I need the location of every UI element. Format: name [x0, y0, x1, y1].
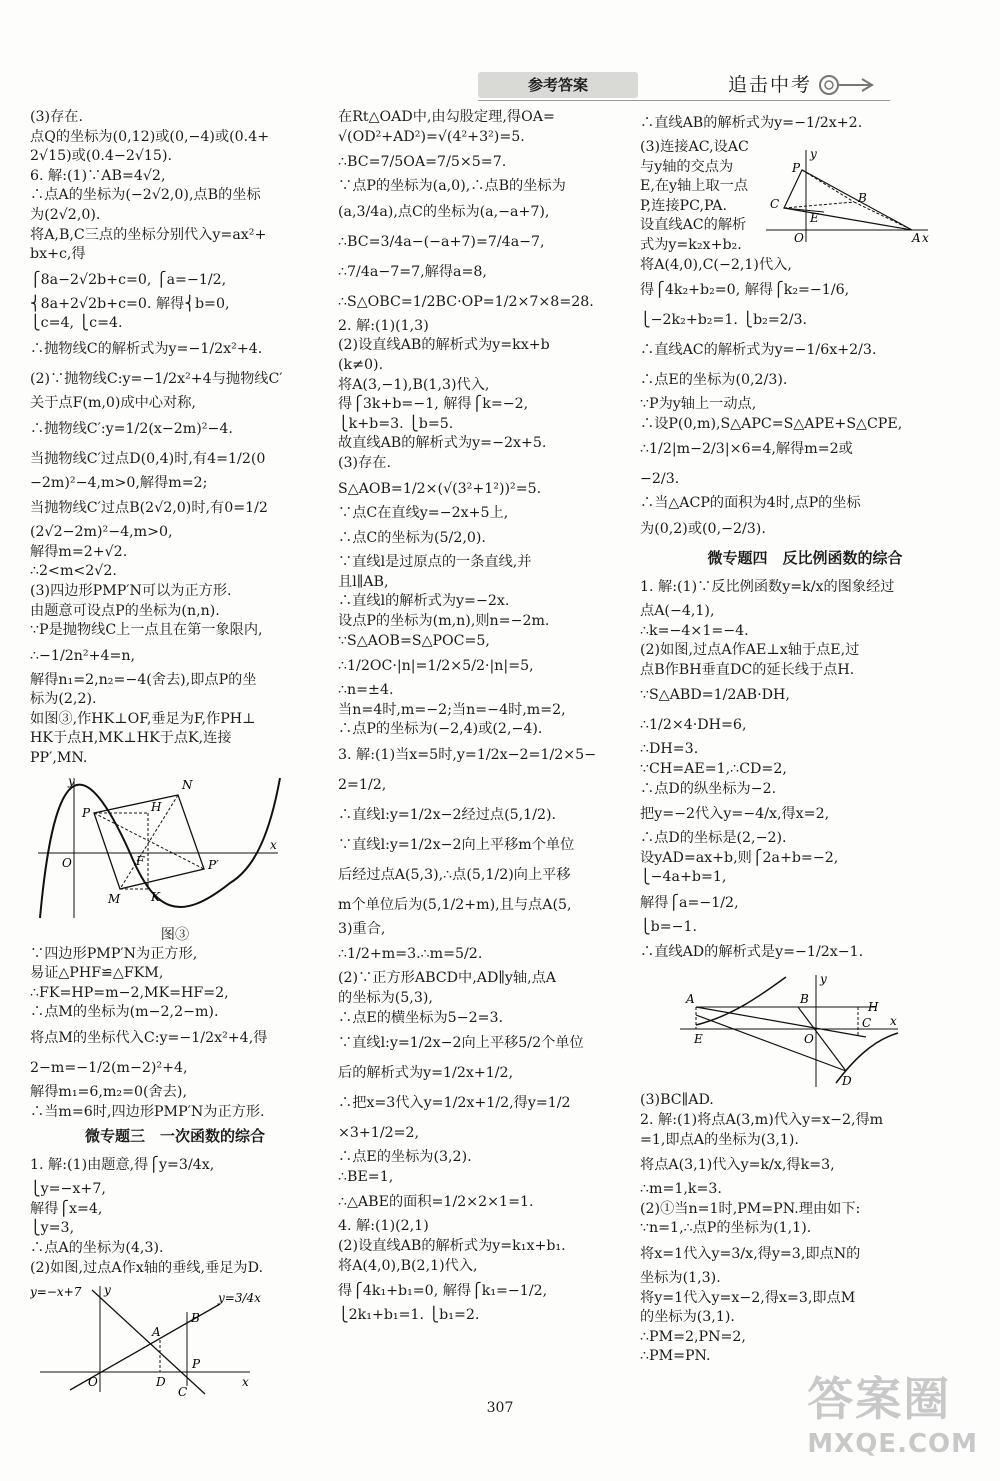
text-line: ⎩2k₁+b₁=1. ⎩b₁=2. [338, 1307, 480, 1324]
text-line: ∴m=1,k=3. [640, 1181, 722, 1198]
text-line: (2)如图,过点A作x轴的垂线,垂足为D. [30, 1259, 263, 1276]
text-line: ∴k=−4×1=−4. [640, 622, 749, 639]
fig3-label-h: H [151, 799, 162, 814]
text-line: (2√2−2m)²−4,m>0, [30, 524, 173, 541]
text-line: 解得⎧a=−1/2, [640, 894, 739, 911]
text-line: 后的解析式为y=1/2x+1/2, [338, 1065, 514, 1082]
text-line: ∴直线l的解析式为y=−2x. [338, 593, 510, 610]
text-line: 当n=4时,m=−2;当n=−4时,m=2, [338, 701, 566, 718]
text-line: 把y=−2代入y=−4/x,得x=2, [640, 806, 830, 823]
text-line: 将y=1代入y=x−2,得x=3,即点M [640, 1289, 856, 1306]
text-line: 得⎧4k₁+b₁=0, 解得⎧k₁=−1/2, [338, 1283, 548, 1300]
text-line: ⎩k+b=3. ⎩b=5. [338, 415, 454, 432]
text-line: ∴点A的坐标为(4,3). [30, 1240, 164, 1256]
text-line: 解得m₁=6,m₂=0(舍去), [30, 1084, 187, 1101]
text-line: 且l∥AB, [338, 573, 389, 590]
text-line: ⎨8a+2√2b+c=0. 解得⎨b=0, [30, 295, 230, 312]
text-line: 当抛物线C′过点D(0,4)时,有4=1/2(0 [30, 450, 266, 467]
fig-line-label-l2: y=3/4x [218, 1291, 261, 1306]
text-line: ∴点C的坐标为(5/2,0). [338, 530, 486, 547]
text-line: ∴直线AB的解析式为y=−1/2x+2. [640, 115, 863, 131]
fig-tri-label-c: C [770, 197, 780, 211]
text-line: ⎧8a−2√2b+c=0, ⎧a=−1/2, [30, 271, 227, 288]
text-line: 4. 解:(1)(2,1) [338, 1218, 429, 1235]
fig3-label-f: F [136, 853, 145, 868]
text-line: =1,即点A的坐标为(3,1). [640, 1131, 799, 1148]
text-line: ∴直线AC的解析式为y=−1/6x+2/3. [640, 342, 877, 359]
text-line: ∴BC=7/5OA=7/5×5=7. [338, 154, 507, 171]
fig3-label-y: y [68, 773, 75, 788]
text-line: 点A(−4,1), [640, 602, 715, 619]
text-line: ∴PM=2,PN=2, [640, 1328, 746, 1345]
text-line: (2)如图,过点A作AE⊥x轴于点E,过 [640, 642, 860, 659]
text-line: ∵n=1,∴点P的坐标为(1,1). [640, 1220, 812, 1237]
text-line: ∵直线l是过原点的一条直线,并 [338, 554, 532, 571]
answer-block [640, 1091, 970, 1367]
text-line: ∵直线l:y=1/2x−2向上平移m个单位 [338, 836, 575, 853]
text-line: ⎩−4a+b=1, [640, 869, 727, 886]
fig3-label-pprime: P′ [208, 857, 219, 872]
text-line: −2/3. [640, 471, 680, 488]
text-line: ∴−1/2n²+4=n, [30, 647, 136, 664]
text-line: PP′,MN. [30, 750, 88, 767]
text-line: ∵点C在直线y=−2x+5上, [338, 504, 509, 521]
text-line: ∴抛物线C′:y=1/2(x−2m)²−4. [30, 420, 233, 437]
text-line: ∵四边形PMP′N为正方形, [30, 945, 198, 962]
text-line: 易证△PHF≌△FKM, [30, 965, 164, 982]
text-line: 6. 解:(1)∵AB=4√2, [30, 167, 166, 184]
answer-block [30, 945, 320, 1123]
text-line: 3. 解:(1)当x=5时,y=1/2x−2=1/2×5− [338, 746, 597, 763]
text-line: 坐标为(1,3). [640, 1270, 721, 1287]
fig-line-label-o: O [88, 1375, 98, 1390]
text-line: ∴点D的纵坐标为−2. [640, 780, 777, 797]
text-line: ×3+1/2=2, [338, 1125, 420, 1142]
text-line: 2. 解:(1)将点A(3,m)代入y=x−2,得m [640, 1112, 884, 1129]
fig-rec-label-x: x [890, 1014, 897, 1029]
text-line: 的坐标为(3,1). [640, 1309, 735, 1326]
column-left [30, 108, 320, 1402]
text-line: 设直线AC的解析 [640, 217, 747, 234]
answer-block [30, 1150, 320, 1278]
text-line: HK于点H,MK⊥HK于点K,连接 [30, 730, 232, 747]
fig-rec-label-h: H [868, 1000, 879, 1015]
series-logo-icon [818, 74, 878, 96]
text-line: (3)存在. [338, 454, 391, 471]
text-line: ∴7/4a−7=7,解得a=8, [338, 263, 487, 280]
fig-line-label-b: B [191, 1311, 200, 1326]
text-line: P,连接PC,PA. [640, 197, 727, 214]
text-line: 为(0,2)或(0,−2/3). [640, 520, 766, 537]
text-line: 2−m=−1/2(m−2)²+4, [30, 1060, 188, 1077]
text-line: (a,3/4a),点C的坐标为(a,−a+7), [338, 203, 550, 220]
fig-line-label-c: C [178, 1385, 188, 1400]
text-line: 设yAD=ax+b,则⎧2a+b=−2, [640, 849, 839, 866]
fig-tri-label-y: y [810, 147, 817, 161]
text-line: (2)设直线AB的解析式为y=kx+b [338, 337, 550, 354]
text-line: 将x=1代入y=3/x,得y=3,即点N的 [640, 1246, 861, 1263]
text-line: 关于点F(m,0)成中心对称, [30, 394, 196, 411]
text-line: ∵CH=AE=1,∴CD=2, [640, 760, 787, 777]
text-line: ∴1/2OC·|n|=1/2×5/2·|n|=5, [338, 658, 534, 675]
text-line: ⎩y=3, [30, 1220, 75, 1237]
text-line: 解得⎧x=4, [30, 1200, 103, 1217]
watermark-url: MXQE.COM [807, 1429, 978, 1459]
text-line: ∴把x=3代入y=1/2x+1/2,得y=1/2 [338, 1095, 571, 1112]
text-line: 式为y=k₂x+b₂. [640, 236, 742, 253]
text-line: 3)重合, [338, 920, 386, 937]
fig-rec-label-a: A [686, 992, 695, 1007]
text-line: 在Rt△OAD中,由勾股定理,得OA= [338, 109, 555, 125]
fig-rec-label-c: C [862, 1016, 872, 1031]
text-line: E,在y轴上取一点 [640, 178, 749, 195]
fig3-label-n: N [182, 777, 193, 792]
text-line: ∴点A的坐标为(−2√2,0),点B的坐标 [30, 187, 261, 204]
text-line: ∵点P的坐标为(a,0),∴点B的坐标为 [338, 178, 566, 195]
text-line: ∴1/2|m−2/3|×6=4,解得m=2或 [640, 441, 853, 458]
text-line: 2=1/2, [338, 776, 387, 793]
fig3-label-k: K [151, 889, 160, 904]
answer-block [30, 108, 320, 769]
text-line: 当抛物线C′过点B(2√2,0)时,有0=1/2 [30, 500, 268, 517]
text-line: (3)连接AC,设AC [640, 139, 749, 155]
text-line: 后经过点A(5,3),∴点(5,1/2)向上平移 [338, 866, 571, 883]
fig-line-label-a: A [152, 1325, 161, 1340]
text-line: 2. 解:(1)(1,3) [338, 317, 429, 334]
text-line: ∴点M的坐标为(m−2,2−m). [30, 1004, 219, 1021]
text-line: ∴抛物线C的解析式为y=−1/2x²+4. [30, 340, 263, 357]
page-number: 307 [486, 1400, 514, 1416]
text-line: 1. 解:(1)由题意,得⎧y=3/4x, [30, 1157, 215, 1174]
text-line: ∴点E的坐标为(0,2/3). [640, 372, 788, 389]
fig-line-label-y: y [104, 1283, 111, 1298]
fig-line-label-d: D [156, 1375, 166, 1390]
text-line: 将A(3,−1),B(1,3)代入, [338, 376, 490, 393]
text-line: ∴PM=PN. [640, 1348, 711, 1365]
fig-rec-label-y: y [820, 972, 827, 987]
text-line: (3)四边形PMP′N可以为正方形. [30, 582, 232, 599]
header-rule [478, 100, 890, 101]
text-line: 解得n₁=2,n₂=−4(舍去),即点P的坐 [30, 671, 257, 688]
text-line: ∴当△ACP的面积为4时,点P的坐标 [640, 495, 861, 512]
text-line: (2)∵正方形ABCD中,AD∥y轴,点A [338, 970, 557, 987]
text-line: ⎩c=4, ⎩c=4. [30, 315, 123, 332]
fig-rec-label-e: E [694, 1032, 703, 1047]
text-line: (2)①当n=1时,PM=PN.理由如下: [640, 1200, 861, 1217]
section-heading-4: 微专题四 反比例函数的综合 [707, 548, 903, 567]
fig-rec-label-o: O [804, 1032, 814, 1047]
text-line: ∴点P的坐标为(−2,4)或(2,−4). [338, 721, 543, 738]
text-line: 得⎧4k₂+b₂=0, 解得⎧k₂=−1/6, [640, 282, 850, 299]
text-line: S△AOB=1/2×(√(3²+1²))²=5. [338, 480, 542, 497]
text-line: 点B作BH垂直DC的延长线于点H. [640, 661, 855, 678]
fig-line-label-l1: y=−x+7 [30, 1285, 82, 1300]
text-line: bx+c,得 [30, 246, 86, 263]
text-line: ∴FK=HP=m−2,MK=HF=2, [30, 984, 229, 1001]
series-title: 追击中考 [728, 74, 813, 96]
text-line: ∵S△ABD=1/2AB·DH, [640, 687, 790, 704]
fig3-label-p: P [82, 805, 91, 820]
text-line: (3)BC∥AD. [640, 1092, 714, 1109]
text-line: ⎩−2k₂+b₂=1. ⎩b₂=2/3. [640, 312, 808, 329]
figure-triangle-acp [762, 146, 932, 246]
text-line: ∴点E的坐标为(3,2). [338, 1149, 472, 1166]
text-line: ∴点E的横坐标为5−2=3. [338, 1009, 504, 1026]
running-header [478, 72, 890, 98]
text-line: 的坐标为(5,3), [338, 990, 433, 1007]
text-line: ∵P为y轴上一动点, [640, 396, 757, 413]
text-line: (3)存在. [30, 109, 83, 125]
fig3-label-x: x [270, 837, 277, 852]
text-line: 由题意可设点P的坐标为(n,n). [30, 602, 220, 619]
text-line: ∴S△OBC=1/2BC·OP=1/2×7×8=28. [338, 293, 594, 310]
fig-line-label-x: x [242, 1375, 249, 1390]
figure-linear-functions [30, 1282, 290, 1400]
text-line: ∴2<m<2√2. [30, 563, 117, 580]
text-line: 设点P的坐标为(m,n),则n=−2m. [338, 612, 550, 629]
column-right [640, 108, 970, 1367]
text-line: 将A,B,C三点的坐标分别代入y=ax²+ [30, 226, 267, 243]
text-line: −2m)²−4,m>0,解得m=2; [30, 474, 208, 491]
fig-tri-label-b: B [858, 191, 867, 205]
text-line: ∴1/2+m=3.∴m=5/2. [338, 946, 483, 963]
text-line: ∴当m=6时,四边形PMP′N为正方形. [30, 1103, 265, 1120]
text-line: (2)设直线AB的解析式为y=k₁x+b₁. [338, 1238, 566, 1255]
text-line: ∴设P(0,m),S△APC=S△APE+S△CPE, [640, 415, 903, 432]
text-line: ⎩y=−x+7, [30, 1181, 106, 1198]
text-line: 解得m=2+√2. [30, 543, 128, 560]
fig3-label-m: M [108, 891, 121, 906]
text-line: ∴n=±4. [338, 682, 394, 699]
watermark-logo [807, 1363, 978, 1459]
text-line: ∵S△AOB=S△POC=5, [338, 632, 490, 649]
text-line: 将A(4,0),B(2,1)代入, [338, 1257, 478, 1274]
text-line: 1. 解:(1)∵反比例函数y=k/x的图象经过 [640, 578, 895, 595]
answer-block [640, 572, 970, 968]
text-line: 将A(4,0),C(−2,1)代入, [640, 256, 792, 273]
fig-tri-label-o: O [794, 231, 804, 245]
fig-line-label-p: P [192, 1357, 201, 1372]
text-line: 与y轴的交点为 [640, 158, 734, 175]
text-line: ∵直线l:y=1/2x−2向上平移5/2个单位 [338, 1035, 584, 1052]
text-line: ∴直线l:y=1/2x−2经过点(5,1/2). [338, 806, 557, 823]
fig3-label-o: O [62, 855, 72, 870]
figure-reciprocal-function [676, 971, 906, 1089]
fig-tri-label-p: P [792, 161, 801, 175]
fig-rec-label-d: D [842, 1074, 852, 1089]
fig-tri-label-x: x [922, 231, 929, 245]
text-line: 2√15)或(0.4−2√15). [30, 148, 172, 165]
text-line: 标为(2,2). [30, 691, 97, 708]
fig-tri-label-e: E [810, 211, 819, 225]
watermark-text: 答案圈 [807, 1372, 952, 1426]
text-line: 将点M的坐标代入C:y=−1/2x²+4,得 [30, 1030, 268, 1047]
text-line: 故直线AB的解析式为y=−2x+5. [338, 435, 547, 452]
column-middle [338, 108, 624, 1326]
text-line: m个单位后为(5,1/2+m),且与点A(5, [338, 896, 572, 913]
figure-3-parabola [30, 773, 290, 923]
answer-block [338, 108, 624, 1326]
text-line: ⎩b=−1. [640, 918, 698, 935]
text-line: 得⎧3k+b=−1, 解得⎧k=−2, [338, 396, 529, 413]
text-line: ∴直线AD的解析式是y=−1/2x−1. [640, 944, 864, 961]
text-line: ∴1/2×4·DH=6, [640, 717, 747, 734]
text-line: (k≠0). [338, 356, 384, 373]
text-line: 为(2√2,0). [30, 206, 101, 223]
fig-tri-label-a: A [912, 231, 921, 245]
text-line: ∴DH=3. [640, 741, 699, 758]
text-line: ∵P是抛物线C上一点且在第一象限内, [30, 622, 263, 639]
text-line: ∴BE=1, [338, 1168, 394, 1185]
text-line: √(OD²+AD²)=√(4²+3²)=5. [338, 128, 525, 145]
figure-3-caption: 图③ [160, 926, 190, 943]
text-line: ∴△ABE的面积=1/2×2×1=1. [338, 1194, 534, 1211]
section-heading-3: 微专题三 一次函数的综合 [84, 1127, 265, 1146]
header-tab: 参考答案 [478, 72, 638, 98]
text-line: 点Q的坐标为(0,12)或(0,−4)或(0.4+ [30, 128, 270, 145]
text-line: ∴BC=3/4a−(−a+7)=7/4a−7, [338, 233, 545, 250]
text-line: ∴点D的坐标是(2,−2). [640, 830, 787, 847]
text-line: 将点A(3,1)代入y=k/x,得k=3, [640, 1157, 835, 1174]
fig-rec-label-b: B [800, 992, 809, 1007]
text-line: (2)∵抛物线C:y=−1/2x²+4与抛物线C′ [30, 370, 283, 387]
text-line: 如图③,作HK⊥OF,垂足为F,作PH⊥ [30, 710, 256, 727]
